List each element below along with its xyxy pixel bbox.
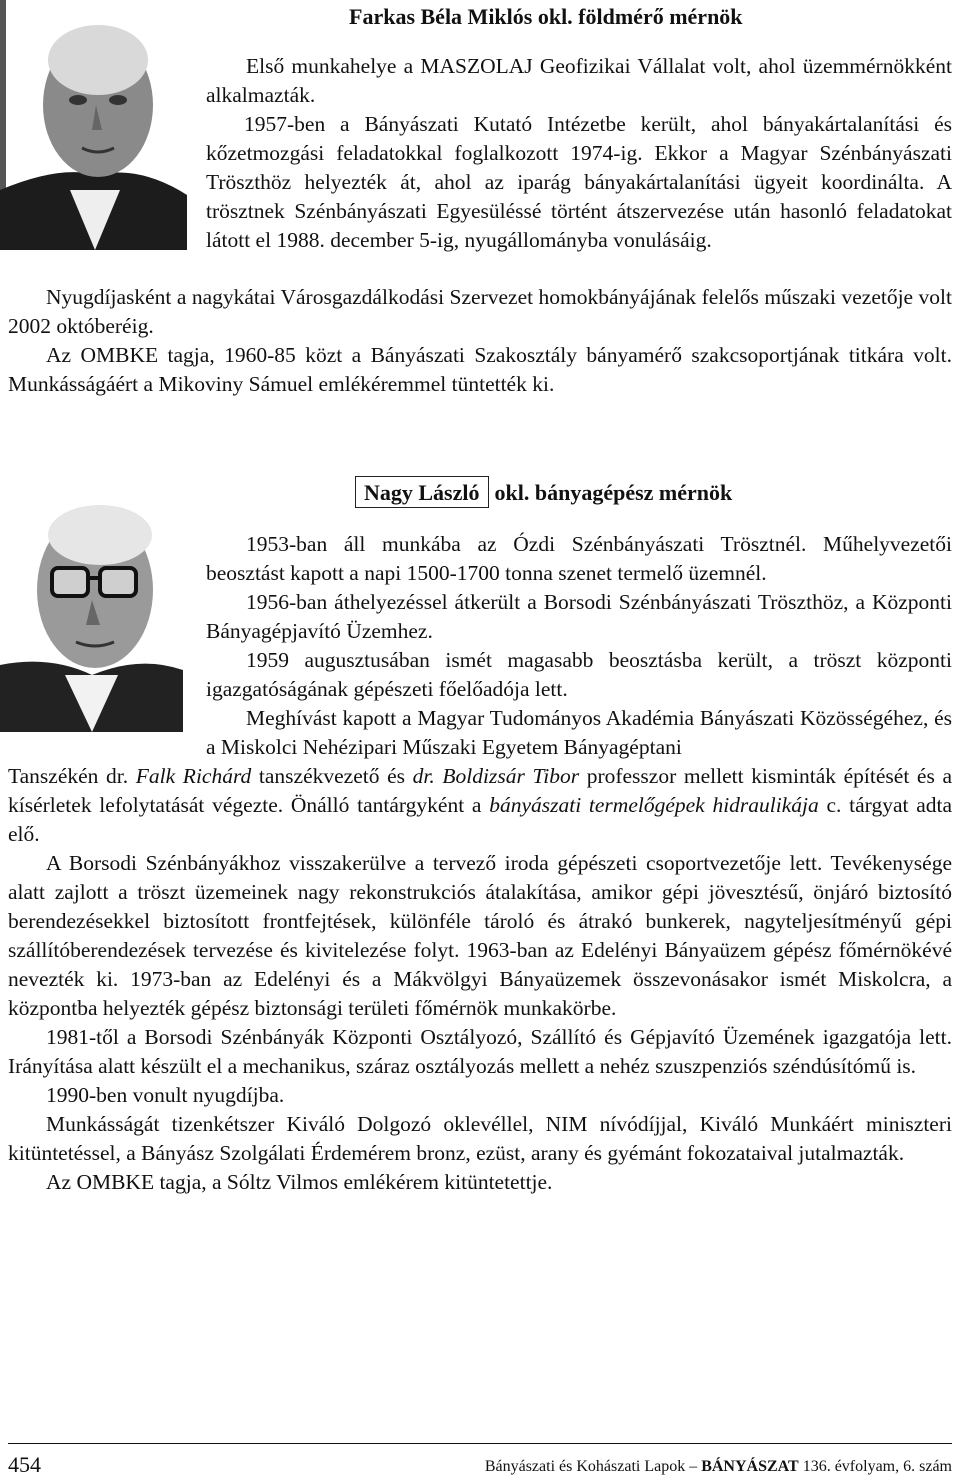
bio-paragraph: Meghívást kapott a Magyar Tudományos Akadémia Bányászati Közösségéhez, és a Miskolci Nehézipari Műszaki Egyetem Bányagéptani — [206, 706, 952, 759]
degree-title: okl. bányagépész mérnök — [494, 480, 733, 505]
bio-nagy-full — [8, 762, 952, 1197]
journal-name: Bányászati és Kohászati Lapok – — [484, 1458, 702, 1475]
bio-paragraph: Nyugdíjasként a nagykátai Városgazdálkodási Szervezet homokbányájának felelős műszaki vezetője volt 2002 októberéig. — [8, 285, 952, 338]
portrait-nagy-laszlo — [0, 480, 183, 732]
journal-section: BÁNYÁSZAT — [701, 1458, 799, 1475]
text-run: professzor mellett kisminták építését és a kísérletek lefolytatását végezte. Önálló tantárgyként a — [8, 764, 952, 817]
bio-paragraph: 1956-ban áthelyezéssel átkerült a Borsodi Szénbányászati Tröszthöz, a Központi Bányagépjavító Üzemhez. — [206, 590, 952, 643]
portrait-farkas-bela-miklos — [0, 0, 187, 250]
footer-divider — [8, 1443, 952, 1444]
text-run: tanszékvezető és — [251, 764, 413, 788]
bio-paragraph-continued — [8, 762, 952, 849]
course-title-italic: bányászati termelőgépek hidraulikája — [489, 793, 819, 817]
bio-paragraph: Munkásságát tizenkétszer Kiváló Dolgozó oklevéllel, NIM nívódíjjal, Kiváló Munkáért miniszteri kitüntetéssel, a Bányász Szolgálati Érdemérem bronz, ezüst, arany és gyémánt fokozataival jutalmazták. — [8, 1112, 952, 1165]
person-name-italic: Falk Richárd — [135, 764, 252, 788]
bio-paragraph: Első munkahelye a MASZOLAJ Geofizikai Vállalat volt, ahol üzemmérnökként alkalmazták. — [206, 54, 952, 107]
heading-farkas-bela-miklos: Farkas Béla Miklós okl. földmérő mérnök — [349, 4, 743, 29]
text-run: c. tárgyat adta elő. — [8, 793, 952, 846]
heading-nagy-laszlo — [355, 476, 732, 508]
bio-farkas-side — [206, 52, 952, 255]
bio-paragraph: 1959 augusztusában ismét magasabb beosztásba került, a tröszt központi igazgatóságának gépészeti főelőadója lett. — [206, 648, 952, 701]
bio-paragraph: A Borsodi Szénbányákhoz visszakerülve a tervező iroda gépészeti csoportvezetője lett. Tevékenysége alatt zajlott a tröszt üzemeinek nagy rekonstrukciós átalakítása, amikor gépi jövesztésű, önjáró biztosító berendezésekkel biztosított frontfejtések, különféle tároló és átrakó bunkerek, nagyteljesítményű gépi szállítóberendezések tervezése és kivitelezése folyt. 1963-ban az Edelényi Bányaüzem gépész főmérnökévé nevezték ki. 1973-ban az Edelényi és a Mákvölgyi Bányaüzemek összevonásakor ismét Miskolcra, a központba helyezték gépész biztonsági területi főmérnök munkakörbe. — [8, 851, 952, 1020]
bio-farkas-full — [8, 283, 952, 399]
bio-paragraph: 1957-ben a Bányászati Kutató Intézetbe került, ahol bányakártalanítási és kőzetmozgási feladatokkal foglalkozott 1974-ig. Ekkor a Magyar Szénbányászati Tröszthöz helyezték át, ahol az iparág bányakártalanítási ügyeit koordinálta. A trösztnek Szénbányászati Egyesüléssé történt átszervezése után hasonló feladatokat látott el 1988. december 5-ig, nyugállományba vonulásáig. — [206, 112, 952, 252]
person-name-italic: dr. Boldizsár Tibor — [412, 764, 580, 788]
bio-nagy-side — [206, 530, 952, 762]
bio-paragraph: Az OMBKE tagja, 1960-85 közt a Bányászati Szakosztály bányamérő szakcsoportjának titkára volt. Munkásságáért a Mikoviny Sámuel emlékéremmel tüntették ki. — [8, 343, 952, 396]
bio-paragraph: 1990-ben vonult nyugdíjba. — [46, 1083, 285, 1107]
bio-paragraph: Az OMBKE tagja, a Sóltz Vilmos emlékérem kitüntetettje. — [46, 1170, 553, 1194]
text-run: Tanszékén dr. — [8, 764, 136, 788]
journal-issue: 136. évfolyam, 6. szám — [798, 1458, 952, 1475]
bio-paragraph: 1953-ban áll munkába az Ózdi Szénbányászati Trösztnél. Műhelyvezetői beosztást kapott a napi 1500-1700 tonna szenet termelő üzemnél. — [206, 532, 952, 585]
bio-paragraph: 1981-től a Borsodi Szénbányák Központi Osztályozó, Szállító és Gépjavító Üzemének igazgatója lett. Irányítása alatt készült el a mechanikus, száraz osztályozás mellett a nehéz szuszpenziós széndúsítómű is. — [8, 1025, 952, 1078]
name-box: Nagy László — [355, 476, 489, 508]
page-number: 454 — [8, 1452, 41, 1477]
